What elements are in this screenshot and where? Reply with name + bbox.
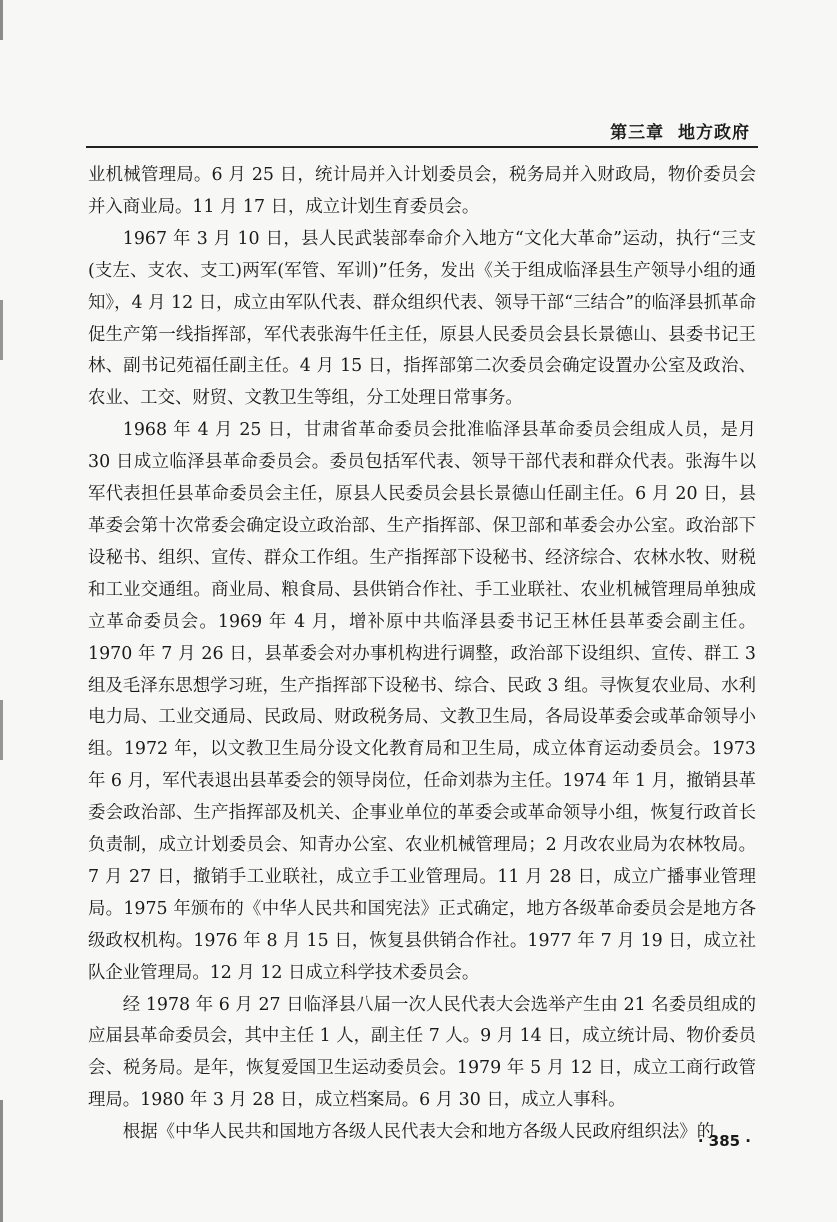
page-body (88, 160, 756, 1149)
paragraph-continuation: 业机械管理局。6 月 25 日，统计局并入计划委员会，税务局并入财政局，物价委员会并入商业局。11 月 17 日，成立计划生育委员会。 (88, 165, 756, 217)
header-rule (86, 146, 758, 148)
chapter-title: 第三章 地方政府 (610, 123, 750, 143)
paragraph-1968: 1968 年 4 月 25 日，甘肃省革命委员会批准临泽县革命委员会组成人员，是月 30 日成立临泽县革命委员会。委员包括军代表、领导干部代表和群众代表。张海牛以军代表担任县革命委员会主任，原县人民委员会县长景德山任副主任。6 月 20 日，县革委会第十次常委会确定设立政治部、生产指挥部、保卫部和革委会办公室。政治部下设秘书、组织、宣传、群众工作组。生产指挥部下设秘书、经济综合、农林水牧、财税和工业交通组。商业局、粮食局、县供销合作社、手工业联社、农业机械管理局单独成立革命委员会。1969 年 4 月，增补原中共临泽县委书记王林任县革委会副主任。1970 年 7 月 26 日，县革委会对办事机构进行调整，政治部下设组织、宣传、群工 3 组及毛泽东思想学习班，生产指挥部下设秘书、综合、民政 3 组。寻恢复农业局、水利电力局、工业交通局、民政局、财政税务局、文教卫生局，各局设革委会或革命领导小组。1972 年，以文教卫生局分设文化教育局和卫生局，成立体育运动委员会。1973 年 6 月，军代表退出县革委会的领导岗位，任命刘恭为主任。1974 年 1 月，撤销县革委会政治部、生产指挥部及机关、企事业单位的革委会或革命领导小组，恢复行政首长负责制，成立计划委员会、知青办公室、农业机械管理局；2 月改农业局为农林牧局。7 月 27 日，撤销手工业联社，成立手工业管理局。11 月 28 日，成立广播事业管理局。1975 年颁布的《中华人民共和国宪法》正式确定，地方各级革命委员会是地方各级政权机构。1976 年 8 月 15 日，恢复县供销合作社。1977 年 7 月 19 日，成立社队企业管理局。12 月 12 日成立科学技术委员会。 (88, 420, 756, 983)
paragraph-1978: 经 1978 年 6 月 27 日临泽县八届一次人民代表大会选举产生由 21 名委员组成的应届县革命委员会，其中主任 1 人，副主任 7 人。9 月 14 日，成立统计局、物价委员会、税务局。是年，恢复爱国卫生运动委员会。1979 年 5 月 12 日，成立工商行政管理局。1980 年 3 月 28 日，成立档案局。6 月 30 日，成立人事科。 (88, 994, 756, 1111)
running-header (86, 112, 758, 148)
paragraph-organic-law: 根据《中华人民共和国地方各级人民代表大会和地方各级人民政府组织法》的 (122, 1122, 715, 1143)
page-number: · 385 · (697, 1132, 751, 1150)
binding-edge (0, 0, 3, 1222)
paragraph-1967: 1967 年 3 月 10 日，县人民武装部奉命介入地方“文化大革命”运动，执行“三支(支左、支农、支工)两军(军管、军训)”任务，发出《关于组成临泽县生产领导小组的通知》，4 月 12 日，成立由军队代表、群众组织代表、领导干部“三结合”的临泽县抓革命促生产第一线指挥部，军代表张海牛任主任，原县人民委员会县长景德山、县委书记王林、副书记苑福任副主任。4 月 15 日，指挥部第二次委员会确定设置办公室及政治、农业、工交、财贸、文教卫生等组，分工处理日常事务。 (88, 228, 756, 409)
